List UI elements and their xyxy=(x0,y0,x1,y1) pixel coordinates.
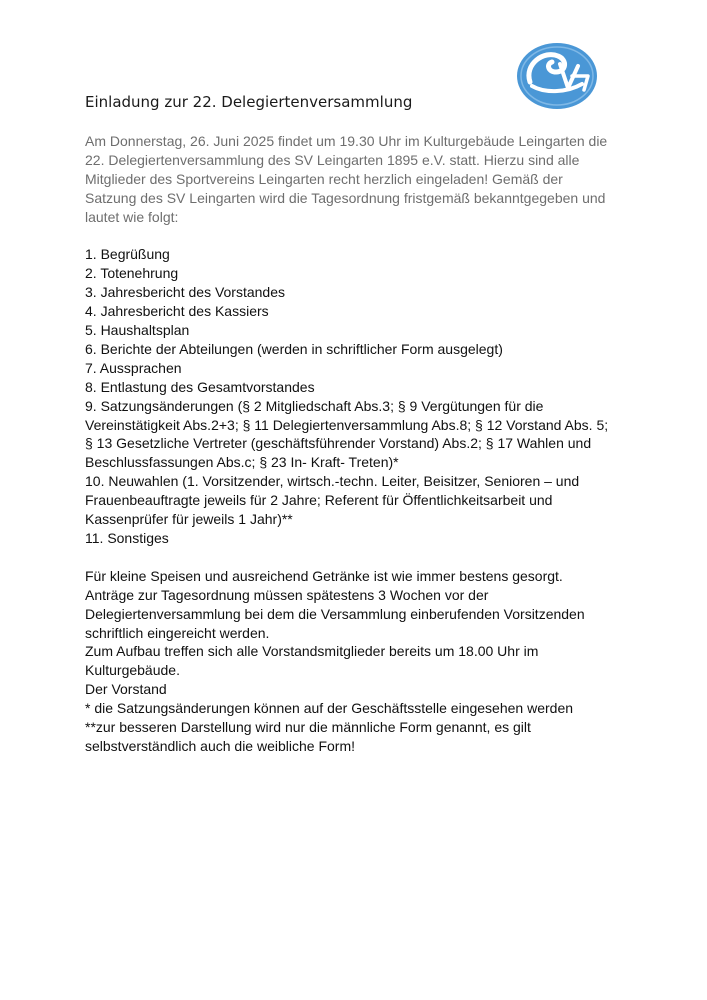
intro-line: 22. Delegiertenversammlung des SV Leingarten 1895 e.V. statt. Hierzu sind alle xyxy=(85,151,580,168)
agenda-item xyxy=(85,302,625,321)
agenda-item-text: 4. Jahresbericht des Kassiers xyxy=(85,303,269,320)
agenda-item xyxy=(85,245,625,264)
closing-line: **zur besseren Darstellung wird nur die männliche Form genannt, es gilt xyxy=(85,719,531,736)
closing-line: Delegiertenversammlung bei dem die Versammlung einberufenden Vorsitzenden xyxy=(85,605,585,622)
agenda-item-text: 1. Begrüßung xyxy=(85,246,170,263)
sv-leingarten-logo-icon xyxy=(516,42,598,110)
agenda-item-text: § 13 Gesetzliche Vertreter (geschäftsführender Vorstand) Abs.2; § 17 Wahlen und xyxy=(85,435,592,452)
closing-line: Zum Aufbau treffen sich alle Vorstandsmitglieder bereits um 18.00 Uhr im xyxy=(85,643,539,660)
agenda-item-text: 6. Berichte der Abteilungen (werden in schriftlicher Form ausgelegt) xyxy=(85,340,503,357)
closing-line: schriftlich eingereicht werden. xyxy=(85,624,270,641)
intro-line: Satzung des SV Leingarten wird die Tagesordnung fristgemäß bekanntgegeben und xyxy=(85,189,606,206)
closing-line: Für kleine Speisen und ausreichend Getränke ist wie immer bestens gesorgt. xyxy=(85,567,563,584)
agenda-item xyxy=(85,283,625,302)
agenda-item xyxy=(85,397,625,473)
closing-line: * die Satzungsänderungen können auf der Geschäftsstelle eingesehen werden xyxy=(85,700,574,717)
closing-line: selbstverständlich auch die weibliche Form! xyxy=(85,737,356,754)
intro-line: lautet wie folgt: xyxy=(85,208,179,225)
agenda-item-text: 10. Neuwahlen (1. Vorsitzender, wirtsch.-techn. Leiter, Beisitzer, Senioren – und xyxy=(85,473,580,490)
closing-line: Anträge zur Tagesordnung müssen spätestens 3 Wochen vor der xyxy=(85,586,489,603)
agenda-item-text: Kassenprüfer für jeweils 1 Jahr)** xyxy=(85,511,293,528)
intro-line: Mitglieder des Sportvereins Leingarten recht herzlich eingeladen! Gemäß der xyxy=(85,170,563,187)
agenda-list xyxy=(85,245,625,548)
page-title: Einladung zur 22. Delegiertenversammlung xyxy=(85,93,413,111)
agenda-item xyxy=(85,359,625,378)
intro-paragraph xyxy=(85,132,625,227)
agenda-item-text: 7. Aussprachen xyxy=(85,359,182,376)
agenda-item-text: Frauenbeauftragte jeweils für 2 Jahre; Referent für Öffentlichkeitsarbeit und xyxy=(85,492,553,509)
agenda-item xyxy=(85,321,625,340)
agenda-item xyxy=(85,472,625,529)
agenda-item-text: Beschlussfassungen Abs.c; § 23 In- Kraft- Treten)* xyxy=(85,454,399,471)
agenda-item xyxy=(85,378,625,397)
agenda-item-text: 9. Satzungsänderungen (§ 2 Mitgliedschaft Abs.3; § 9 Vergütungen für die xyxy=(85,397,544,414)
agenda-item-text: 3. Jahresbericht des Vorstandes xyxy=(85,284,286,301)
agenda-item-text: 8. Entlastung des Gesamtvorstandes xyxy=(85,378,315,395)
agenda-item-text: 11. Sonstiges xyxy=(85,530,169,547)
agenda-item-text: 2. Totenehrung xyxy=(85,265,179,282)
agenda-item xyxy=(85,340,625,359)
intro-line: Am Donnerstag, 26. Juni 2025 findet um 19.30 Uhr im Kulturgebäude Leingarten die xyxy=(85,133,608,149)
closing-line: Der Vorstand xyxy=(85,681,167,698)
letter-body xyxy=(85,132,625,756)
closing-line: Kulturgebäude. xyxy=(85,662,180,679)
agenda-item xyxy=(85,264,625,283)
agenda-item-text: 5. Haushaltsplan xyxy=(85,322,190,339)
agenda-item-text: Vereinstätigkeit Abs.2+3; § 11 Delegiertenversammlung Abs.8; § 12 Vorstand Abs. 5; xyxy=(85,416,609,433)
agenda-item xyxy=(85,529,625,548)
closing-section xyxy=(85,567,625,756)
